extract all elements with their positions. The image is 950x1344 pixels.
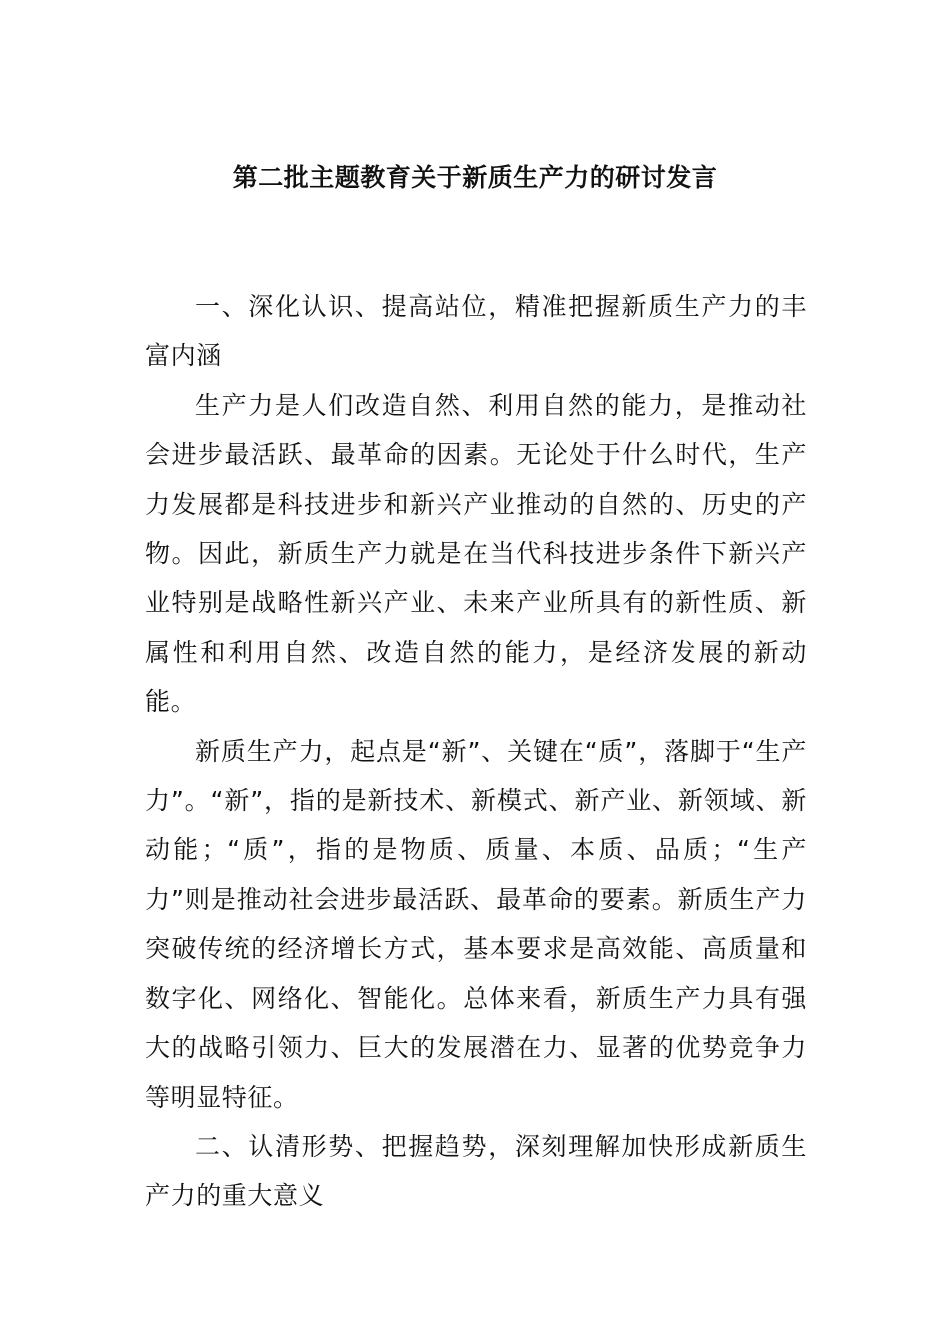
- body-paragraph: 生产力是人们改造自然、利用自然的能力，是推动社会进步最活跃、最革命的因素。无论处于什么时代，生产力发展都是科技进步和新兴产业推动的自然的、历史的产物。因此，新质生产力就是在当代科技进步条件下新兴产业特别是战略性新兴产业、未来产业所具有的新性质、新属性和利用自然、改造自然的能力，是经济发展的新动能。: [145, 390, 807, 717]
- body-paragraph: 新质生产力，起点是“新”、关键在“质”，落脚于“生产力”。“新”，指的是新技术、新模式、新产业、新领域、新动能；“质”，指的是物质、质量、本质、品质；“生产力”则是推动社会进步最活跃、最革命的要素。新质生产力突破传统的经济增长方式，基本要求是高效能、高质量和数字化、网络化、智能化。总体来看，新质生产力具有强大的战略引领力、巨大的发展潜在力、显著的优势竞争力等明显特征。: [145, 736, 807, 1112]
- document-title: 第二批主题教育关于新质生产力的研讨发言: [232, 163, 718, 192]
- section-heading-1: 一、深化认识、提高站位，精准把握新质生产力的丰富内涵: [145, 292, 807, 371]
- section-heading-2: 二、认清形势、把握趋势，深刻理解加快形成新质生产力的重大意义: [145, 1131, 807, 1211]
- document-body: [145, 282, 807, 1221]
